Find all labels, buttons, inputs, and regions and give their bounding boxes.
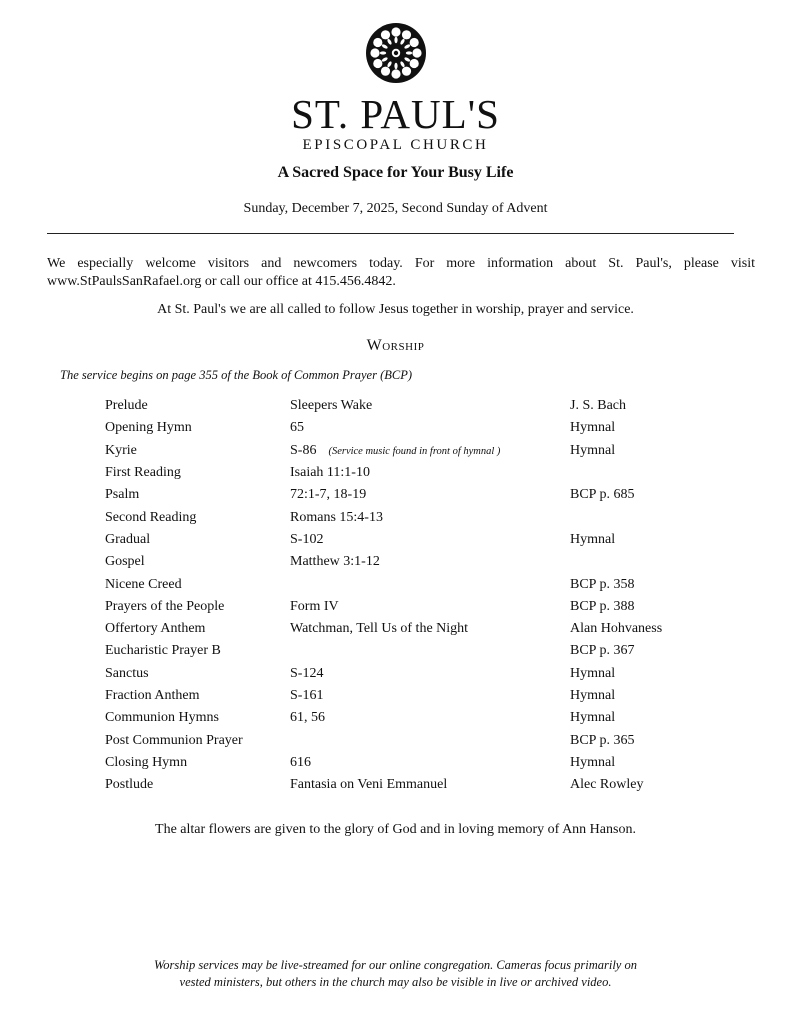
worship-item-selection: 65	[290, 420, 304, 436]
worship-item-row	[105, 551, 705, 573]
worship-item-selection: S-86	[290, 442, 317, 458]
worship-item-selection: 72:1-7, 18-19	[290, 487, 367, 503]
church-subtitle: EPISCOPAL CHURCH	[302, 137, 489, 153]
worship-item-source: BCP p. 685	[570, 487, 635, 503]
worship-item-source	[570, 462, 705, 484]
worship-item-part: Closing Hymn	[105, 754, 188, 770]
service-date: Sunday, December 7, 2025, Second Sunday of Advent	[243, 201, 548, 216]
worship-item-selection-cell	[290, 573, 570, 595]
worship-item-selection: Isaiah 11:1-10	[290, 465, 370, 481]
worship-item-selection: Fantasia on Veni Emmanuel	[290, 777, 448, 793]
worship-item-part: Sanctus	[105, 665, 149, 681]
worship-item-row	[105, 462, 705, 484]
service-note: The service begins on page 355 of the Book of Common Prayer (BCP)	[60, 368, 413, 382]
altar-flowers-dedication: The altar flowers are given to the glory of God and in loving memory of Ann Hanson.	[155, 822, 636, 837]
worship-item-row	[105, 484, 705, 506]
worship-item-part: Psalm	[105, 487, 140, 503]
tagline: A Sacred Space for Your Busy Life	[277, 164, 514, 181]
worship-item-row	[105, 729, 705, 751]
worship-item-selection: S-161	[290, 688, 324, 703]
worship-item-row	[105, 685, 705, 707]
worship-item-source: Alec Rowley	[570, 777, 644, 793]
worship-item-source: Hymnal	[570, 442, 616, 458]
worship-item-part: Kyrie	[105, 442, 137, 458]
worship-item-row	[105, 774, 705, 796]
worship-item-source: Alan Hohvaness	[570, 621, 663, 637]
worship-item-source: Hymnal	[570, 665, 616, 681]
rose-window-icon	[365, 22, 427, 84]
livestream-notice	[0, 957, 791, 991]
worship-item-selection-cell	[290, 663, 570, 685]
worship-item-row	[105, 707, 705, 729]
worship-item-part: First Reading	[105, 465, 181, 481]
worship-item-selection-cell	[290, 551, 570, 573]
worship-item-source: Hymnal	[570, 688, 616, 703]
worship-item-selection-cell	[290, 395, 570, 417]
worship-item-source: Hymnal	[570, 754, 616, 770]
worship-item-selection: S-102	[290, 531, 324, 547]
mission-statement: At St. Paul's we are all called to follow Jesus together in worship, prayer and service.	[157, 302, 634, 317]
worship-item-selection-cell	[290, 417, 570, 439]
worship-item-part: Postlude	[105, 777, 154, 793]
worship-item-selection-cell	[290, 640, 570, 662]
worship-item-source: BCP p. 367	[570, 643, 635, 659]
worship-item-row	[105, 395, 705, 417]
worship-item-note: (Service music found in front of hymnal )	[328, 445, 501, 457]
worship-item-selection: S-124	[290, 665, 324, 681]
worship-item-selection-cell	[290, 618, 570, 640]
worship-item-row	[105, 596, 705, 618]
worship-item-row	[105, 440, 705, 462]
worship-item-row	[105, 663, 705, 685]
worship-item-part: Fraction Anthem	[105, 688, 200, 703]
worship-item-selection: 616	[290, 754, 311, 770]
worship-item-selection-cell	[290, 707, 570, 729]
worship-item-row	[105, 640, 705, 662]
worship-item-part: Communion Hymns	[105, 710, 219, 726]
worship-item-selection: 61, 56	[290, 710, 325, 726]
worship-item-row	[105, 506, 705, 528]
worship-item-part: Post Communion Prayer	[105, 732, 243, 748]
worship-item-source: BCP p. 365	[570, 732, 635, 748]
worship-item-part: Prelude	[105, 398, 148, 414]
worship-item-part: Eucharistic Prayer B	[105, 643, 221, 659]
worship-item-selection: Matthew 3:1-12	[290, 554, 380, 570]
welcome-text: We especially welcome visitors and newcomers today. For more information about St. Paul's, please visit www.StPaulsSanRafael.org or call our office at 415.456.4842.	[47, 256, 755, 289]
worship-item-source	[570, 551, 705, 573]
worship-item-selection-cell	[290, 685, 570, 707]
worship-item-selection-cell	[290, 729, 570, 751]
worship-item-part: Gospel	[105, 554, 145, 570]
worship-item-row	[105, 618, 705, 640]
worship-item-row	[105, 529, 705, 551]
worship-item-row	[105, 417, 705, 439]
worship-item-selection-cell	[290, 440, 570, 462]
section-title: Worship	[366, 337, 425, 354]
worship-item-selection-cell	[290, 529, 570, 551]
worship-item-source	[570, 506, 705, 528]
livestream-notice-line2: vested ministers, but others in the church may also be visible in live or archived video.	[179, 975, 612, 989]
worship-item-part: Nicene Creed	[105, 576, 182, 592]
worship-item-source: Hymnal	[570, 531, 616, 547]
worship-item-selection-cell	[290, 506, 570, 528]
worship-item-selection-cell	[290, 596, 570, 618]
order-of-worship	[105, 395, 705, 796]
worship-item-source: Hymnal	[570, 420, 616, 436]
worship-item-part: Prayers of the People	[105, 598, 225, 614]
worship-item-selection-cell	[290, 484, 570, 506]
worship-item-selection-cell	[290, 462, 570, 484]
worship-item-selection-cell	[290, 774, 570, 796]
worship-item-source: J. S. Bach	[570, 398, 626, 414]
worship-item-row	[105, 573, 705, 595]
worship-item-part: Gradual	[105, 531, 151, 547]
worship-item-selection: Romans 15:4-13	[290, 509, 383, 525]
worship-item-selection: Watchman, Tell Us of the Night	[290, 621, 469, 637]
worship-item-source: Hymnal	[570, 710, 616, 726]
worship-item-part: Second Reading	[105, 509, 197, 525]
church-name: ST. PAUL'S	[291, 91, 500, 137]
worship-item-part: Opening Hymn	[105, 420, 192, 436]
worship-item-selection: Sleepers Wake	[290, 398, 373, 414]
worship-item-part: Offertory Anthem	[105, 621, 206, 637]
livestream-notice-line1: Worship services may be live-streamed for our online congregation. Cameras focus primarily on	[154, 958, 637, 972]
divider	[47, 233, 734, 234]
worship-item-row	[105, 752, 705, 774]
worship-item-source: BCP p. 358	[570, 576, 635, 592]
worship-item-selection-cell	[290, 752, 570, 774]
worship-item-source: BCP p. 388	[570, 598, 635, 614]
worship-item-selection: Form IV	[290, 598, 339, 614]
